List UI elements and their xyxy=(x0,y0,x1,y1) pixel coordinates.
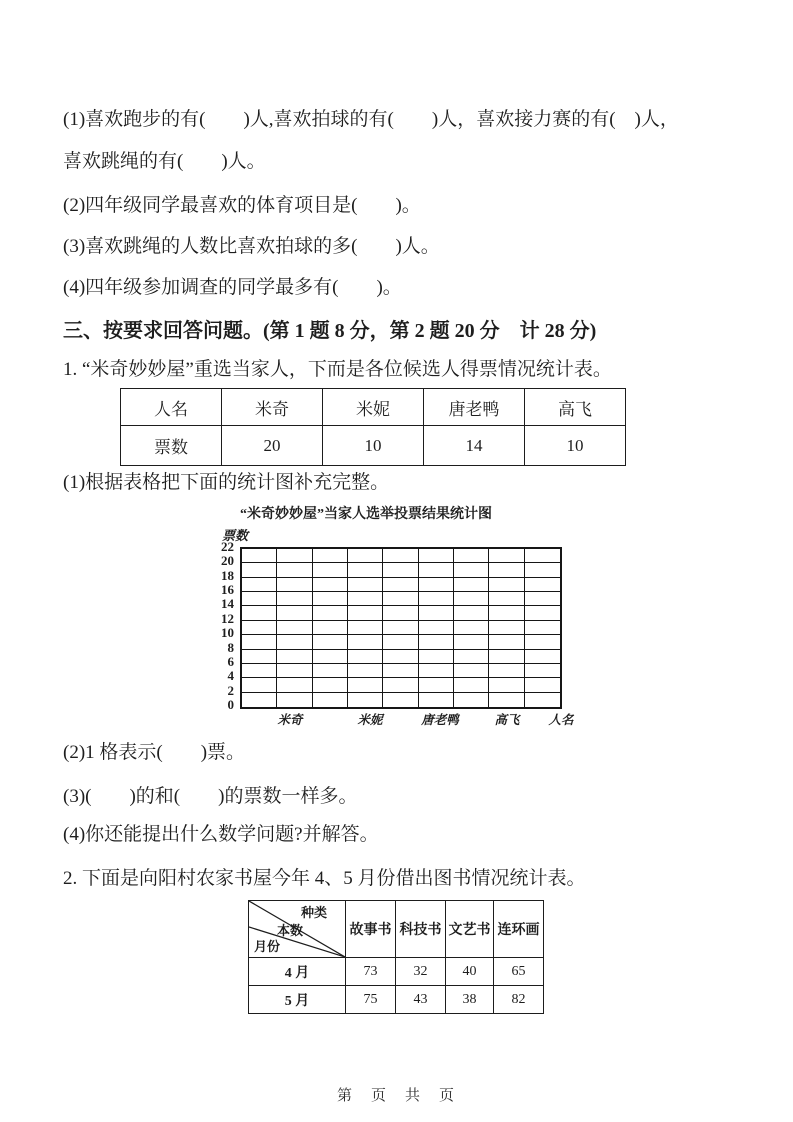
q1-sub2: (2)1 格表示( )票。 xyxy=(63,742,246,763)
book-table-cell: 73 xyxy=(346,958,396,986)
vote-table-cell: 10 xyxy=(525,426,626,466)
grid-cell xyxy=(419,563,454,577)
grid-cell xyxy=(277,664,312,678)
x-tick-label: 高飞 xyxy=(494,713,520,727)
q1-sub1: (1)根据表格把下面的统计图补充完整。 xyxy=(63,472,390,493)
grid-cell xyxy=(525,606,560,620)
grid-cell xyxy=(313,549,348,563)
grid-cell xyxy=(419,578,454,592)
grid-cell xyxy=(454,664,489,678)
grid-cell xyxy=(489,678,524,692)
grid-cell xyxy=(383,664,418,678)
grid-cell xyxy=(242,693,277,707)
book-table-cell: 43 xyxy=(396,986,446,1014)
grid-cell xyxy=(525,563,560,577)
grid-cell xyxy=(419,549,454,563)
grid-cell xyxy=(348,563,383,577)
grid-cell xyxy=(277,549,312,563)
vote-table-cell: 20 xyxy=(222,426,323,466)
grid-cell xyxy=(383,606,418,620)
grid-cell xyxy=(277,592,312,606)
y-tick: 18 xyxy=(221,567,234,583)
book-table-col-header: 连环画 xyxy=(494,901,544,958)
corner-label-month: 月份 xyxy=(254,939,281,954)
question-line: 喜欢跳绳的有( )人。 xyxy=(63,151,266,172)
vote-table-cell: 票数 xyxy=(121,426,222,466)
x-tick-label: 米妮 xyxy=(357,713,383,727)
y-tick: 2 xyxy=(227,682,234,698)
y-tick: 10 xyxy=(221,625,234,641)
grid-cell xyxy=(348,693,383,707)
grid-cell xyxy=(419,606,454,620)
question-line: (1)喜欢跑步的有( )人,喜欢拍球的有( )人，喜欢接力赛的有( )人， xyxy=(63,109,679,130)
grid-cell xyxy=(383,592,418,606)
diagonal-header-cell xyxy=(249,901,346,958)
grid-cell xyxy=(489,650,524,664)
grid-cell xyxy=(525,664,560,678)
grid-cell xyxy=(525,678,560,692)
chart-title: “米奇妙妙屋”当家人选举投票结果统计图 xyxy=(240,507,492,522)
grid-cell xyxy=(454,693,489,707)
grid-cell xyxy=(489,693,524,707)
grid-cell xyxy=(419,664,454,678)
grid-cell xyxy=(454,621,489,635)
grid-cell xyxy=(454,650,489,664)
grid-cell xyxy=(348,592,383,606)
y-tick: 20 xyxy=(221,553,234,569)
grid-cell xyxy=(277,635,312,649)
grid-cell xyxy=(277,578,312,592)
grid-cell xyxy=(383,549,418,563)
grid-cell xyxy=(383,578,418,592)
vote-table-cell: 唐老鸭 xyxy=(424,389,525,426)
q1-sub3: (3)( )的和( )的票数一样多。 xyxy=(63,786,358,807)
grid-cell xyxy=(348,621,383,635)
grid-cell xyxy=(242,664,277,678)
grid-cell xyxy=(313,664,348,678)
grid-cell xyxy=(242,650,277,664)
grid-cell xyxy=(419,693,454,707)
corner-label-count: 本数 xyxy=(277,923,304,938)
grid-cell xyxy=(489,563,524,577)
grid-cell xyxy=(348,664,383,678)
book-table-row-label: 5 月 xyxy=(249,986,346,1014)
grid-cell xyxy=(525,549,560,563)
grid-cell xyxy=(383,693,418,707)
grid-cell xyxy=(454,563,489,577)
grid-cell xyxy=(242,592,277,606)
grid-cell xyxy=(242,606,277,620)
grid-cell xyxy=(313,578,348,592)
grid-cell xyxy=(277,693,312,707)
question-line: (3)喜欢跳绳的人数比喜欢拍球的多( )人。 xyxy=(63,236,440,257)
grid-cell xyxy=(313,693,348,707)
grid-cell xyxy=(419,635,454,649)
grid-cell xyxy=(348,549,383,563)
grid-cell xyxy=(348,578,383,592)
grid-cell xyxy=(419,621,454,635)
q2-intro: 2. 下面是向阳村农家书屋今年 4、5 月份借出图书情况统计表。 xyxy=(63,868,586,889)
question-line: (2)四年级同学最喜欢的体育项目是( )。 xyxy=(63,195,421,216)
grid-cell xyxy=(313,606,348,620)
grid-cell xyxy=(383,621,418,635)
grid-cell xyxy=(242,578,277,592)
vote-table-cell: 10 xyxy=(323,426,424,466)
y-tick: 12 xyxy=(221,610,234,626)
grid-cell xyxy=(454,549,489,563)
grid-cell xyxy=(242,621,277,635)
grid-cell xyxy=(489,578,524,592)
grid-cell xyxy=(419,678,454,692)
grid-cell xyxy=(419,592,454,606)
grid-cell xyxy=(489,664,524,678)
grid-cell xyxy=(313,592,348,606)
y-tick: 6 xyxy=(227,653,234,669)
grid-cell xyxy=(313,621,348,635)
grid-cell xyxy=(489,621,524,635)
grid-cell xyxy=(277,650,312,664)
y-tick: 14 xyxy=(221,596,234,612)
book-table-cell: 65 xyxy=(494,958,544,986)
grid-cell xyxy=(383,635,418,649)
y-tick: 0 xyxy=(227,696,234,712)
grid-cell xyxy=(454,606,489,620)
grid-cell xyxy=(242,549,277,563)
grid-cell xyxy=(313,650,348,664)
grid-cell xyxy=(313,563,348,577)
grid-cell xyxy=(489,635,524,649)
grid-cell xyxy=(525,592,560,606)
book-table-header-row xyxy=(249,901,544,958)
grid-cell xyxy=(277,563,312,577)
chart-y-ticks xyxy=(198,540,234,712)
chart-y-axis-label: 票数 xyxy=(222,528,249,543)
book-table-cell: 82 xyxy=(494,986,544,1014)
y-tick: 22 xyxy=(221,539,234,554)
grid-cell xyxy=(383,563,418,577)
y-tick: 4 xyxy=(227,668,234,684)
book-table xyxy=(248,900,544,1014)
book-table-col-header: 文艺书 xyxy=(446,901,494,958)
grid-cell xyxy=(348,650,383,664)
grid-cell xyxy=(242,635,277,649)
vote-table-header-row xyxy=(121,389,626,426)
y-tick: 8 xyxy=(227,639,234,655)
grid-cell xyxy=(242,563,277,577)
grid-cell xyxy=(454,592,489,606)
chart-grid xyxy=(240,547,562,709)
grid-cell xyxy=(489,549,524,563)
book-table-cell: 40 xyxy=(446,958,494,986)
grid-cell xyxy=(313,635,348,649)
grid-cell xyxy=(277,606,312,620)
book-table-row xyxy=(249,958,544,986)
vote-table-value-row xyxy=(121,426,626,466)
vote-table-cell: 高飞 xyxy=(525,389,626,426)
grid-cell xyxy=(525,621,560,635)
vote-table-cell: 14 xyxy=(424,426,525,466)
grid-cell xyxy=(489,606,524,620)
vote-table xyxy=(120,388,626,466)
grid-cell xyxy=(525,635,560,649)
y-tick: 16 xyxy=(221,582,234,598)
book-table-row xyxy=(249,986,544,1014)
grid-cell xyxy=(277,621,312,635)
grid-cell xyxy=(454,678,489,692)
grid-cell xyxy=(454,578,489,592)
grid-cell xyxy=(313,678,348,692)
vote-table-cell: 米奇 xyxy=(222,389,323,426)
book-table-cell: 75 xyxy=(346,986,396,1014)
q1-intro: 1. “米奇妙妙屋”重选当家人，下而是各位候选人得票情况统计表。 xyxy=(63,359,612,380)
page-footer: 第 页 共 页 xyxy=(336,1088,456,1104)
book-table-cell: 32 xyxy=(396,958,446,986)
grid-cell xyxy=(525,578,560,592)
vote-table-cell: 米妮 xyxy=(323,389,424,426)
grid-cell xyxy=(419,650,454,664)
grid-cell xyxy=(348,678,383,692)
grid-cell xyxy=(525,650,560,664)
q1-sub4: (4)你还能提出什么数学问题?并解答。 xyxy=(63,824,379,845)
grid-cell xyxy=(525,693,560,707)
question-line: (4)四年级参加调查的同学最多有( )。 xyxy=(63,277,402,298)
grid-cell xyxy=(454,635,489,649)
grid-cell xyxy=(383,678,418,692)
book-table-col-header: 科技书 xyxy=(396,901,446,958)
x-tick-label: 米奇 xyxy=(277,713,303,727)
grid-cell xyxy=(242,678,277,692)
grid-cell xyxy=(383,650,418,664)
book-table-cell: 38 xyxy=(446,986,494,1014)
corner-label-category: 种类 xyxy=(301,905,328,920)
section-header: 三、按要求回答问题。(第 1 题 8 分，第 2 题 20 分 计 28 分) xyxy=(63,320,597,342)
grid-cell xyxy=(348,606,383,620)
book-table-row-label: 4 月 xyxy=(249,958,346,986)
grid-cell xyxy=(489,592,524,606)
vote-table-cell: 人名 xyxy=(121,389,222,426)
grid-cell xyxy=(348,635,383,649)
book-table-col-header: 故事书 xyxy=(346,901,396,958)
x-tick-label: 唐老鸭 xyxy=(421,713,459,727)
chart-x-axis-label: 人名 xyxy=(548,713,574,727)
grid-cell xyxy=(277,678,312,692)
